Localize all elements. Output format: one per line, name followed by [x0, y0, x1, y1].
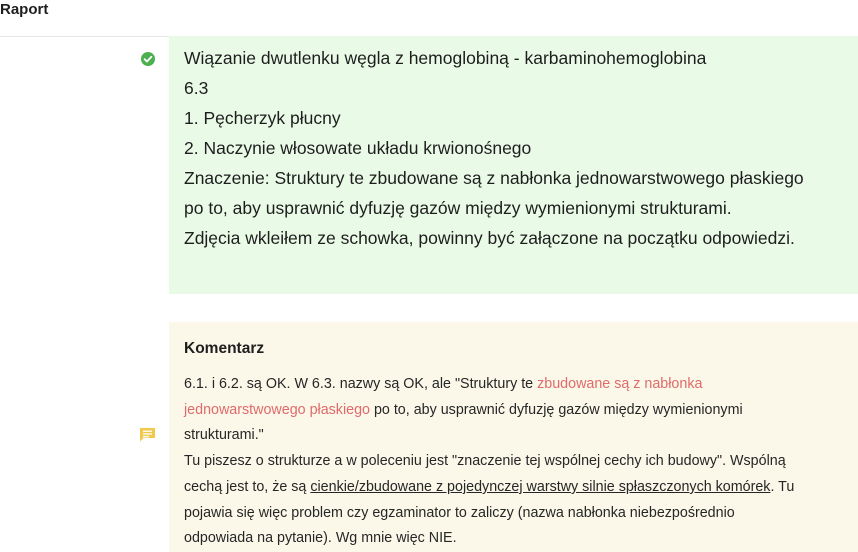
- answer-line: 2. Naczynie włosowate układu krwionośnego: [184, 138, 532, 158]
- answer-line: 6.3: [184, 78, 209, 98]
- answer-line: Wiązanie dwutlenku węgla z hemoglobiną - karbaminohemoglobina: [184, 48, 707, 68]
- comment-heading: Komentarz: [184, 340, 265, 357]
- comment-line: [184, 374, 702, 394]
- comment-text: 6.1. i 6.2. są OK. W 6.3. nazwy są OK, ale "Struktury te: [184, 376, 538, 392]
- page-title: Raport: [0, 1, 49, 18]
- underlined-text: cienkie/zbudowane z pojedynczej warstwy silnie spłaszczonych komórek: [310, 479, 771, 495]
- highlighted-text: jednowarstwowego płaskiego: [184, 402, 370, 418]
- answer-line: po to, aby usprawnić dyfuzję gazów między wymienionymi strukturami.: [184, 198, 732, 218]
- comment-line: odpowiada na pytanie). Wg mnie więc NIE.: [184, 530, 457, 546]
- answer-box: [169, 36, 858, 294]
- comment-text: cechą jest to, że są: [184, 479, 311, 495]
- comment-line: pojawia się więc problem czy egzaminator to zaliczy (nazwa nabłonka niebezpośrednio: [184, 505, 735, 521]
- comment-text: . Tu: [770, 479, 795, 495]
- comment-line: Tu piszesz o strukturze a w poleceniu jest "znaczenie tej wspólnej cechy ich budowy". Wspólną: [184, 453, 786, 469]
- check-circle-icon: [141, 52, 155, 66]
- comment-icon: [139, 427, 156, 442]
- comment-line: [184, 400, 743, 420]
- answer-line: 1. Pęcherzyk płucny: [184, 108, 341, 128]
- answer-line: Zdjęcia wkleiłem ze schowka, powinny być załączone na początku odpowiedzi.: [184, 228, 795, 248]
- answer-line: Znaczenie: Struktury te zbudowane są z nabłonka jednowarstwowego płaskiego: [184, 168, 804, 188]
- comment-text: po to, aby usprawnić dyfuzję gazów między wymienionymi: [369, 402, 743, 418]
- report-header: [0, 0, 858, 37]
- comment-line: strukturami.": [184, 427, 264, 443]
- comment-line: [184, 477, 794, 497]
- highlighted-text: zbudowane są z nabłonka: [537, 376, 703, 392]
